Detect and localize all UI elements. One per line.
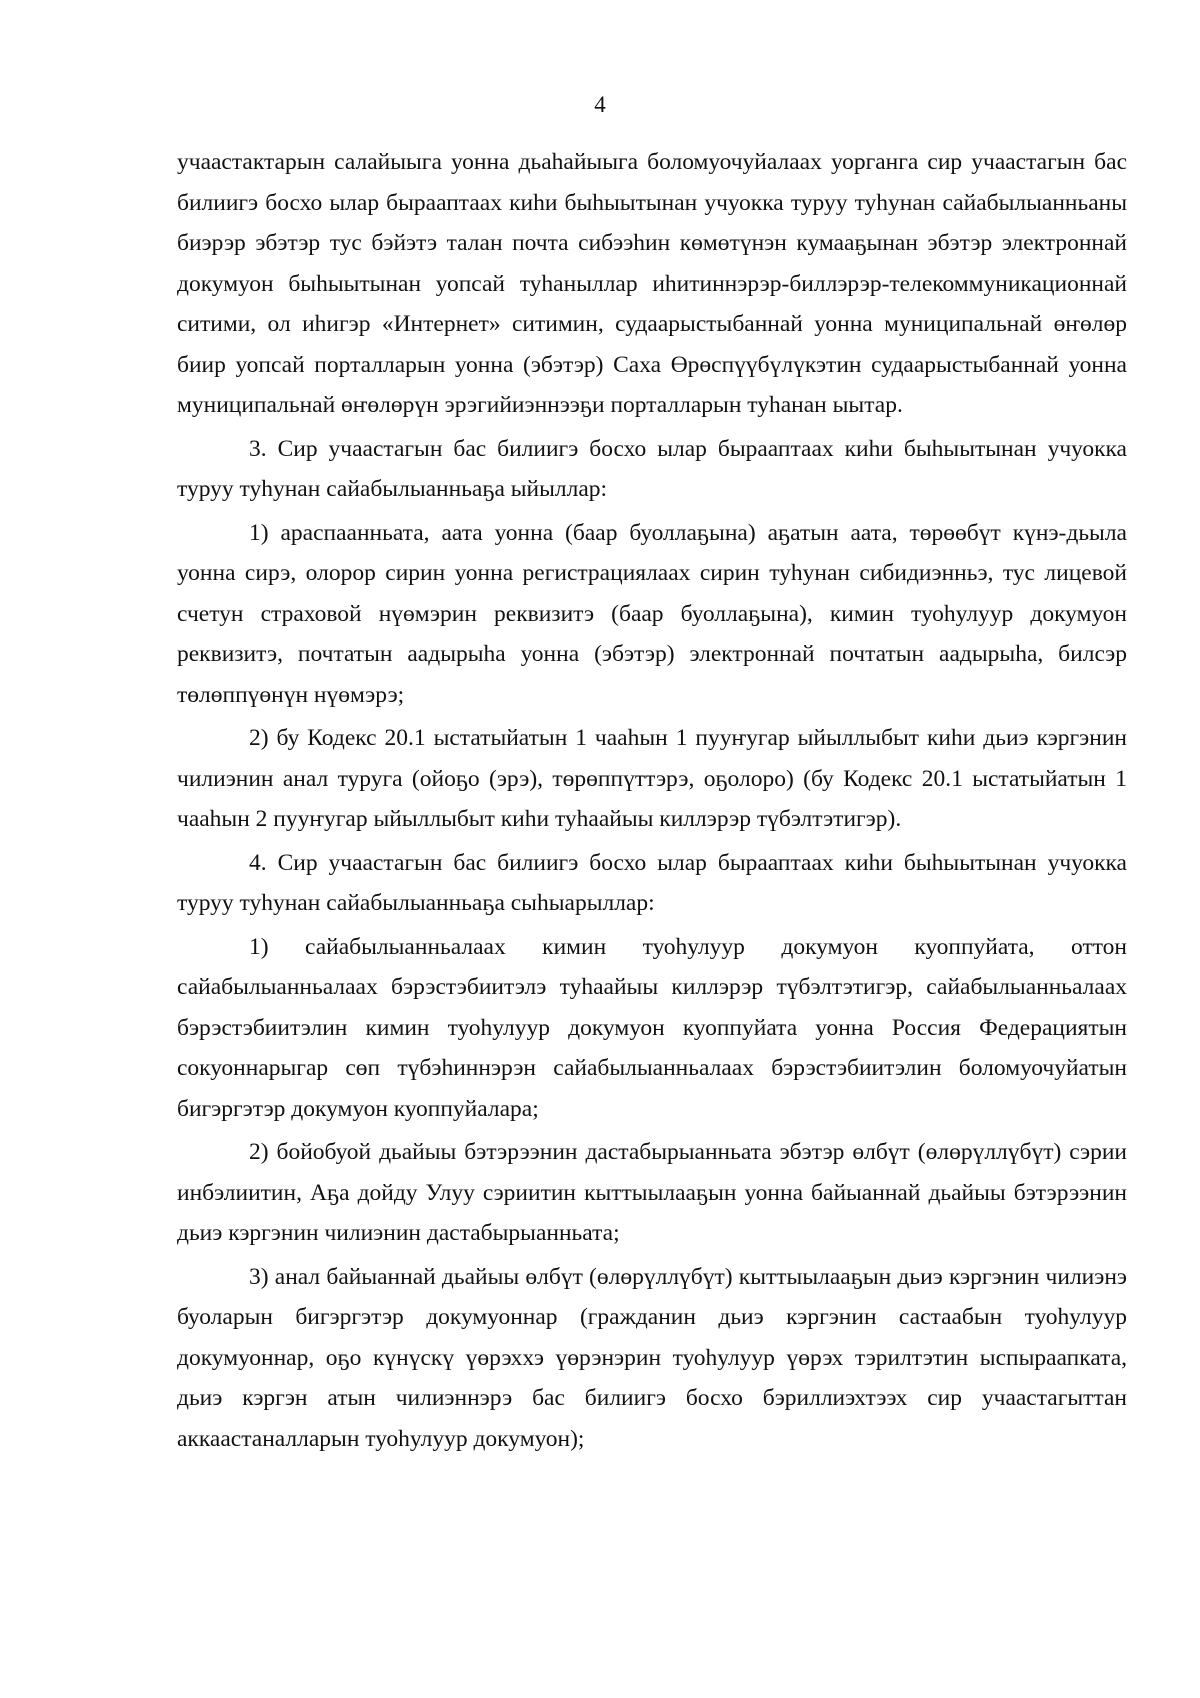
document-body bbox=[177, 142, 1127, 1459]
paragraph-item-3-2: 2) бу Кодекс 20.1 ыстатыйатын 1 чааһын 1 пууҥугар ыйыллыбыт киһи дьиэ кэргэнин чилиэнин анал туруга (ойоҕо (эрэ), төрөппүттэрэ, оҕолоро) (бу Кодекс 20.1 ыстатыйатын 1 чааһын 2 пууҥугар ыйыллыбыт киһи туһаайыы киллэрэр түбэлтэтигэр). bbox=[177, 725, 1127, 832]
paragraph-item-4-1: 1) сайабылыанньалаах кимин туоһулуур докумуон куоппуйата, оттон сайабылыанньалаах бэрэстэбиитэлэ туһаайыы киллэрэр түбэлтэтигэр, сайабылыанньалаах бэрэстэбиитэлин кимин туоһулуур докумуон куоппуйата уонна Россия Федерациятын сокуоннарыгар сөп түбэһиннэрэн сайабылыанньалаах бэрэстэбиитэлин боломуочуйатын бигэргэтэр докумуон куоппуйалара; bbox=[177, 933, 1127, 1122]
paragraph-item-3: 3. Сир учаастагын бас билиигэ босхо ылар бырааптаах киһи быһыытынан учуокка туруу туһунан сайабылыанньаҕа ыйыллар: bbox=[177, 435, 1127, 502]
page-number: 4 bbox=[594, 92, 606, 117]
paragraph-item-4-2: 2) бойобуой дьайыы бэтэрээнин дастабырыанньата эбэтэр өлбүт (өлөрүллүбүт) сэрии инбэлиитин, Аҕа дойду Улуу сэриитин кыттыылааҕын уонна байыаннай дьайыы бэтэрээнин дьиэ кэргэнин чилиэнин дастабырыанньата; bbox=[177, 1139, 1127, 1246]
paragraph-item-4-3: 3) анал байыаннай дьайыы өлбүт (өлөрүллүбүт) кыттыылааҕын дьиэ кэргэнин чилиэнэ буоларын бигэргэтэр докумуоннар (гражданин дьиэ кэргэнин састаабын туоһулуур докумуоннар, оҕо күнүскү үөрэххэ үөрэнэрин туоһулуур үөрэх тэрилтэтин ыспыраапката, дьиэ кэргэн атын чилиэннэрэ бас билиигэ босхо бэриллиэхтээх сир учаастагыттан аккаастаналларын туоһулуур докумуон); bbox=[177, 1263, 1127, 1452]
paragraph-continuation: учаастактарын салайыыга уонна дьаһайыыга боломуочуйалаах уорганга сир учаастагын бас билиигэ босхо ылар бырааптаах киһи быһыытынан учуокка туруу туһунан сайабылыанньаны биэрэр эбэтэр тус бэйэтэ талан почта сибээһин көмөтүнэн кумааҕынан эбэтэр электроннай докумуон быһыытынан уопсай туһаныллар иһитиннэрэр-биллэрэр-телекоммуникационнай ситими, ол иһигэр «Интернет» ситимин, судаарыстыбаннай уонна муниципальнай өҥөлөр биир уопсай порталларын уонна (эбэтэр) Саха Өрөспүүбүлүкэтин судаарыстыбаннай уонна муниципальнай өҥөлөрүн эрэгийиэннээҕи порталларын туһанан ыытар. bbox=[177, 149, 1127, 418]
paragraph-item-4: 4. Сир учаастагын бас билиигэ босхо ылар бырааптаах киһи быһыытынан учуокка туруу туһунан сайабылыанньаҕа сыһыарыллар: bbox=[177, 849, 1127, 916]
paragraph-item-3-1: 1) араспаанньата, аата уонна (баар буоллаҕына) аҕатын аата, төрөөбүт күнэ-дьыла уонна сирэ, олорор сирин уонна регистрациялаах сирин туһунан сибидиэнньэ, тус лицевой счетун страховой нүөмэрин реквизитэ (баар буоллаҕына), кимин туоһулуур докумуон реквизитэ, почтатын аадырыһа уонна (эбэтэр) электроннай почтатын аадырыһа, билсэр төлөппүөнүн нүөмэрэ; bbox=[177, 519, 1127, 708]
